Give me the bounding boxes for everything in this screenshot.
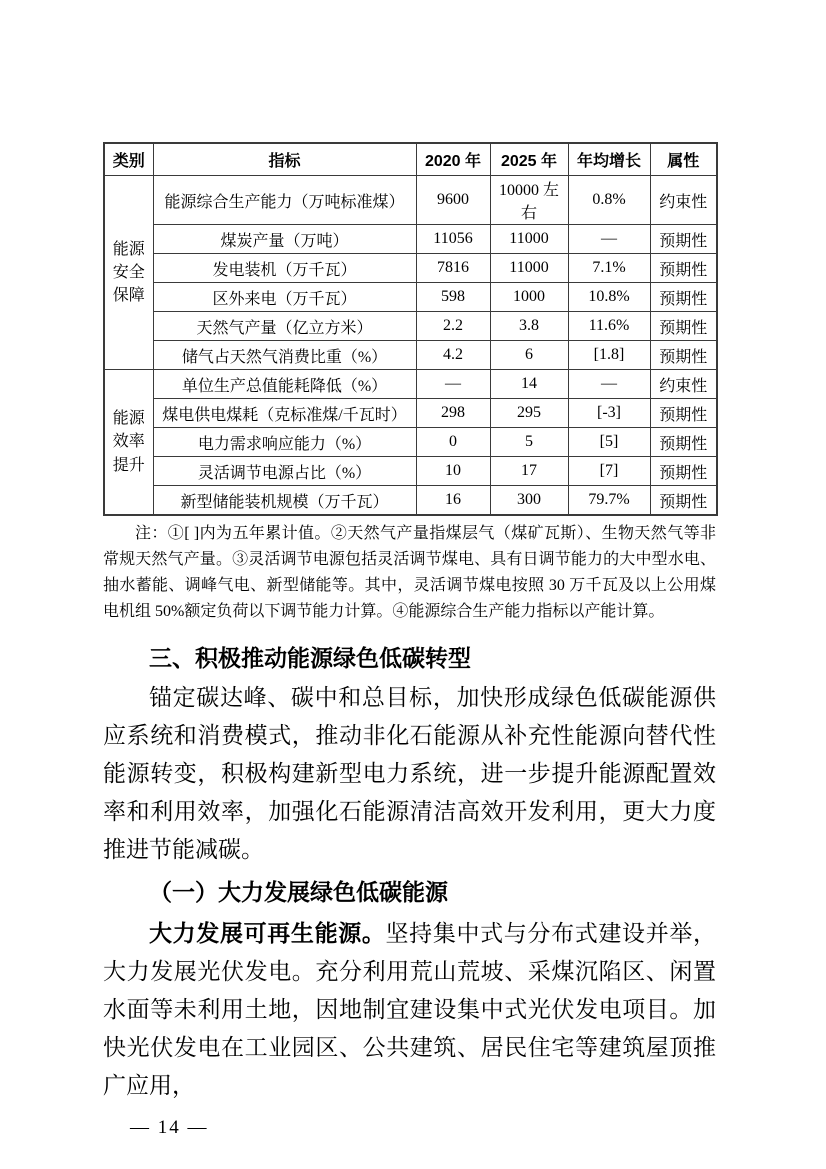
body-paragraph-2 (103, 915, 716, 1105)
value-2025: 17 (490, 457, 568, 486)
table-row (104, 254, 717, 283)
indicator-cell: 煤炭产量（万吨） (153, 225, 416, 254)
value-2025: 295 (490, 399, 568, 428)
table-row (104, 225, 717, 254)
indicator-cell: 发电装机（万千瓦） (153, 254, 416, 283)
table-row (104, 283, 717, 312)
value-2020: 11056 (416, 225, 490, 254)
header-attribute: 属性 (650, 143, 717, 176)
indicator-cell: 电力需求响应能力（%） (153, 428, 416, 457)
value-growth: 0.8% (568, 176, 650, 225)
header-2020: 2020 年 (416, 143, 490, 176)
table-footnote: 注：①[ ]内为五年累计值。②天然气产量指煤层气（煤矿瓦斯）、生物天然气等非常规天然气产量。③灵活调节电源包括灵活调节煤电、具有日调节能力的大中型水电、抽水蓄能、调峰气电、新型储能等。其中，灵活调节煤电按照 30 万千瓦及以上公用煤电机组 50%额定负荷以下调节能力计算。④能源综合生产能力指标以产能计算。 (103, 525, 716, 620)
value-growth: [-3] (568, 399, 650, 428)
value-2020: 9600 (416, 176, 490, 225)
table-row (104, 341, 717, 370)
value-attribute: 约束性 (650, 370, 717, 399)
value-2025: 11000 (490, 225, 568, 254)
value-attribute: 预期性 (650, 283, 717, 312)
body-paragraph-1: 锚定碳达峰、碳中和总目标，加快形成绿色低碳能源供应系统和消费模式，推动非化石能源从补充性能源向替代性能源转变，积极构建新型电力系统，进一步提升能源配置效率和利用效率，加强化石能源清洁高效开发利用，更大力度推进节能减碳。 (103, 685, 716, 862)
value-2020: 0 (416, 428, 490, 457)
value-growth: [5] (568, 428, 650, 457)
indicator-cell: 天然气产量（亿立方米） (153, 312, 416, 341)
category-cell-energy-efficiency: 能源效率提升 (104, 370, 153, 516)
value-2020: 2.2 (416, 312, 490, 341)
value-growth: 10.8% (568, 283, 650, 312)
table-header-row (104, 143, 717, 176)
indicator-cell: 能源综合生产能力（万吨标准煤） (153, 176, 416, 225)
sub-section-heading: （一）大力发展绿色低碳能源 (149, 880, 448, 905)
value-2025: 1000 (490, 283, 568, 312)
value-2020: 7816 (416, 254, 490, 283)
paragraph-text: 坚持集中式与分布式建设并举，大力发展光伏发电。充分利用荒山荒坡、采煤沉陷区、闲置水面等未利用土地，因地制宜建设集中式光伏发电项目。加快光伏发电在工业园区、公共建筑、居民住宅等建筑屋顶推广应用， (103, 921, 717, 1098)
category-cell-energy-security: 能源安全保障 (104, 176, 153, 370)
value-2020: 10 (416, 457, 490, 486)
value-attribute: 预期性 (650, 486, 717, 516)
value-attribute: 约束性 (650, 176, 717, 225)
table-row (104, 370, 717, 399)
header-growth: 年均增长 (568, 143, 650, 176)
value-2020: 598 (416, 283, 490, 312)
value-attribute: 预期性 (650, 457, 717, 486)
indicator-cell: 新型储能装机规模（万千瓦） (153, 486, 416, 516)
table-row (104, 486, 717, 516)
section-heading: 三、积极推动能源绿色低碳转型 (149, 645, 471, 671)
indicator-cell: 煤电供电煤耗（克标准煤/千瓦时） (153, 399, 416, 428)
value-growth: 11.6% (568, 312, 650, 341)
value-2025: 300 (490, 486, 568, 516)
value-attribute: 预期性 (650, 399, 717, 428)
table-row (104, 312, 717, 341)
value-2025: 10000 左右 (490, 176, 568, 225)
value-2025: 5 (490, 428, 568, 457)
indicator-cell: 单位生产总值能耗降低（%） (153, 370, 416, 399)
value-2020: 298 (416, 399, 490, 428)
value-2020: 4.2 (416, 341, 490, 370)
indicator-cell: 储气占天然气消费比重（%） (153, 341, 416, 370)
table-row (104, 176, 717, 225)
table-row (104, 457, 717, 486)
value-attribute: 预期性 (650, 312, 717, 341)
value-2025: 3.8 (490, 312, 568, 341)
header-category: 类别 (104, 143, 153, 176)
indicator-cell: 灵活调节电源占比（%） (153, 457, 416, 486)
value-attribute: 预期性 (650, 254, 717, 283)
value-2020: — (416, 370, 490, 399)
value-2025: 6 (490, 341, 568, 370)
value-growth: [1.8] (568, 341, 650, 370)
value-growth: — (568, 225, 650, 254)
paragraph-lead-bold: 大力发展可再生能源。 (149, 921, 386, 946)
value-attribute: 预期性 (650, 225, 717, 254)
indicator-cell: 区外来电（万千瓦） (153, 283, 416, 312)
value-growth: 7.1% (568, 254, 650, 283)
value-2020: 16 (416, 486, 490, 516)
value-attribute: 预期性 (650, 428, 717, 457)
value-growth: [7] (568, 457, 650, 486)
value-2025: 11000 (490, 254, 568, 283)
energy-targets-table (103, 142, 718, 516)
page-number: — 14 — (130, 1117, 209, 1138)
value-growth: 79.7% (568, 486, 650, 516)
value-attribute: 预期性 (650, 341, 717, 370)
header-indicator: 指标 (153, 143, 416, 176)
table-row (104, 399, 717, 428)
table-row (104, 428, 717, 457)
value-2025: 14 (490, 370, 568, 399)
header-2025: 2025 年 (490, 143, 568, 176)
value-growth: — (568, 370, 650, 399)
